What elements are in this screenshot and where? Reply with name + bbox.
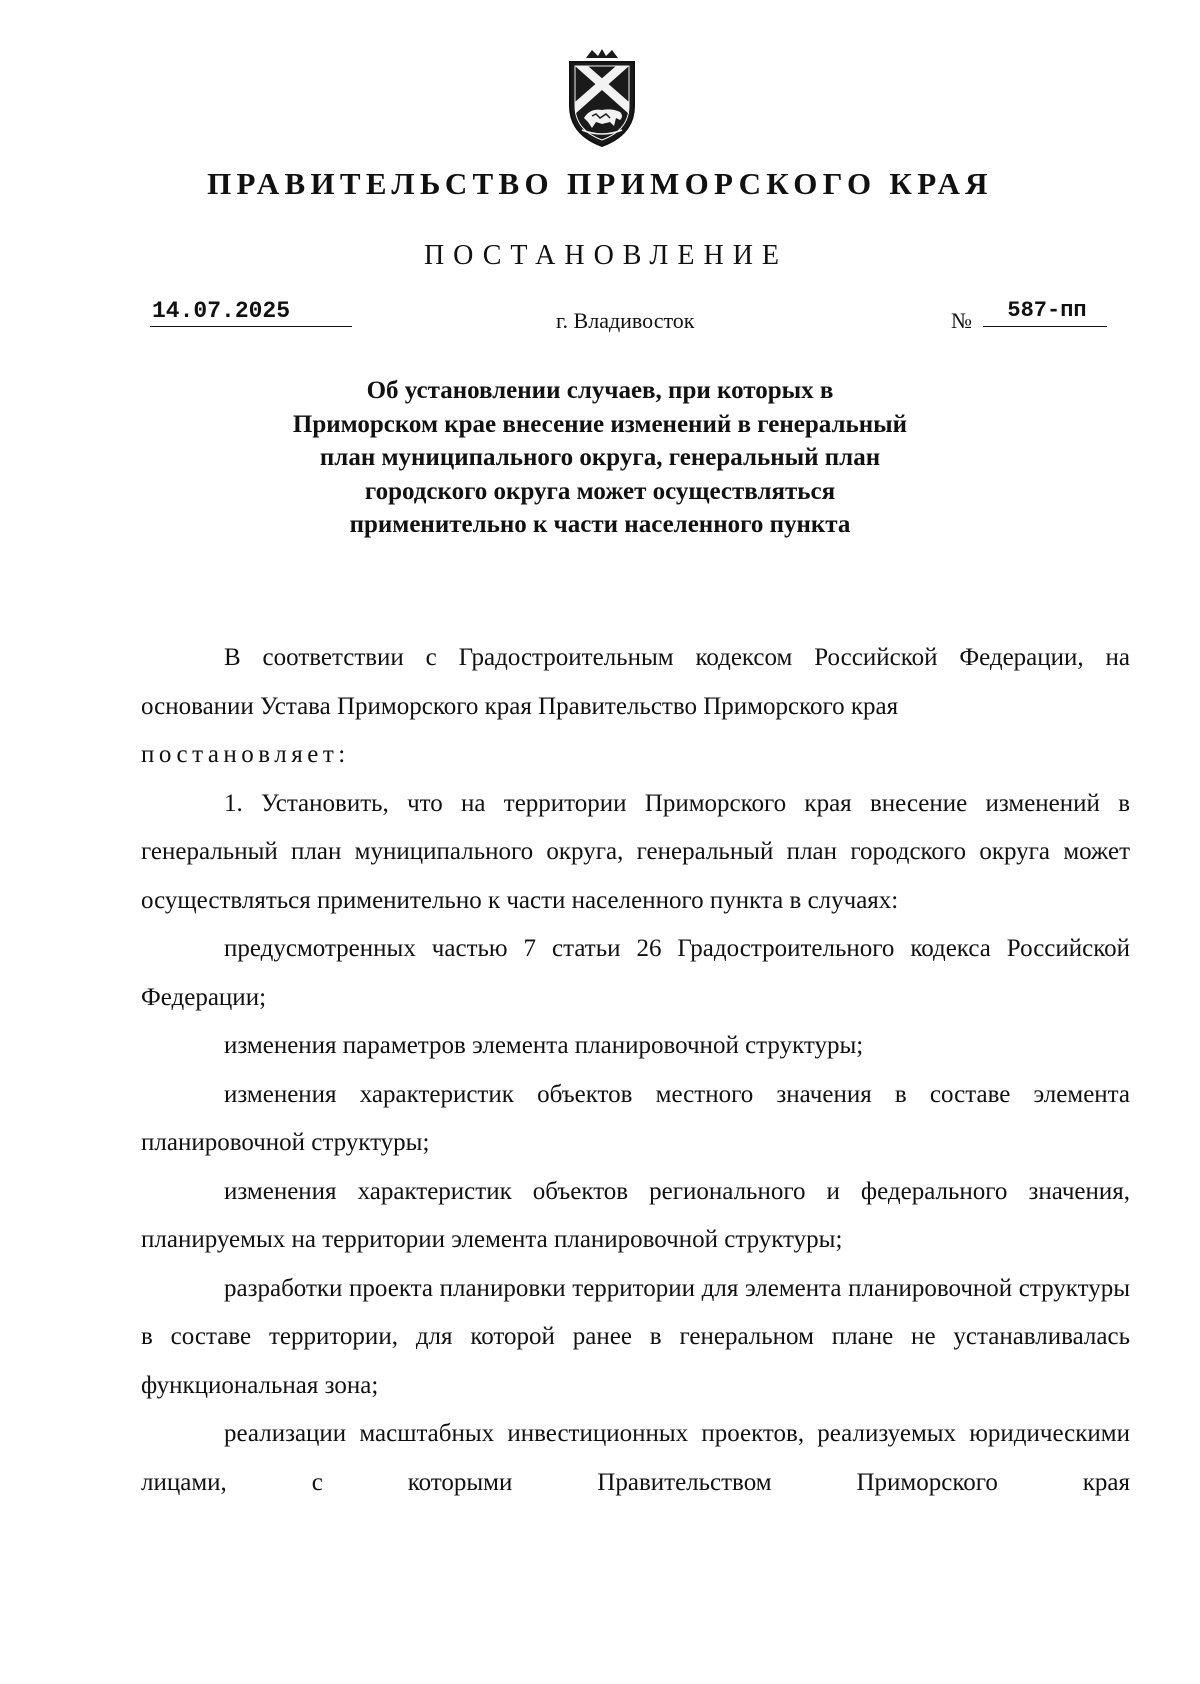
document-date: 14.07.2025 [150,296,352,327]
case-paragraph: изменения характеристик объектов местного значения в составе элемента планировочной структуры; [141,1080,1130,1156]
document-body [141,634,1130,1507]
case-paragraph: предусмотренных частью 7 статьи 26 Градостроительного кодекса Российской Федерации; [141,935,1130,1011]
case-paragraph: изменения характеристик объектов регионального и федерального значения, планируемых на территории элемента планировочной структуры; [141,1177,1130,1253]
subject-line: применительно к части населенного пункта [349,511,851,538]
item-1-paragraph: 1. Установить, что на территории Приморского края внесение изменений в генеральный план муниципального округа, генеральный план городского округа может осуществляться применительно к части населенного пункта в случаях: [141,789,1130,914]
document-city: г. Владивосток [556,308,695,333]
resolves-word: постановляет: [141,741,350,768]
subject-line: план муниципального округа, генеральный план [319,444,881,471]
case-paragraph: изменения параметров элемента планировочной структуры; [224,1032,864,1059]
organization-title: ПРАВИТЕЛЬСТВО ПРИМОРСКОГО КРАЯ [207,166,993,201]
resolves-paragraph [141,731,1130,780]
subject-line: городского округа может осуществляться [364,477,836,505]
subject-line: Приморском крае внесение изменений в генеральный [292,410,908,438]
subject-line: Об установлении случаев, при которых в [366,377,834,404]
document-type: ПОСТАНОВЛЕНИЕ [423,240,789,271]
case-paragraph: разработки проекта планировки территории для элемента планировочной структуры в составе территории, для которой ранее в генеральном плане не устанавливалась функциональная зона; [141,1274,1130,1399]
coat-of-arms-icon [566,48,638,148]
case-paragraph: реализации масштабных инвестиционных проектов, реализуемых юридическими лицами, с которыми Правительством Приморского края [141,1420,1130,1496]
document-number: 587-пп [983,296,1107,327]
number-sign: № [951,308,972,333]
preamble-paragraph: В соответствии с Градостроительным кодексом Российской Федерации, на основании Устава Приморского края Правительство Приморского края [141,644,1130,720]
document-subject [200,374,1000,542]
